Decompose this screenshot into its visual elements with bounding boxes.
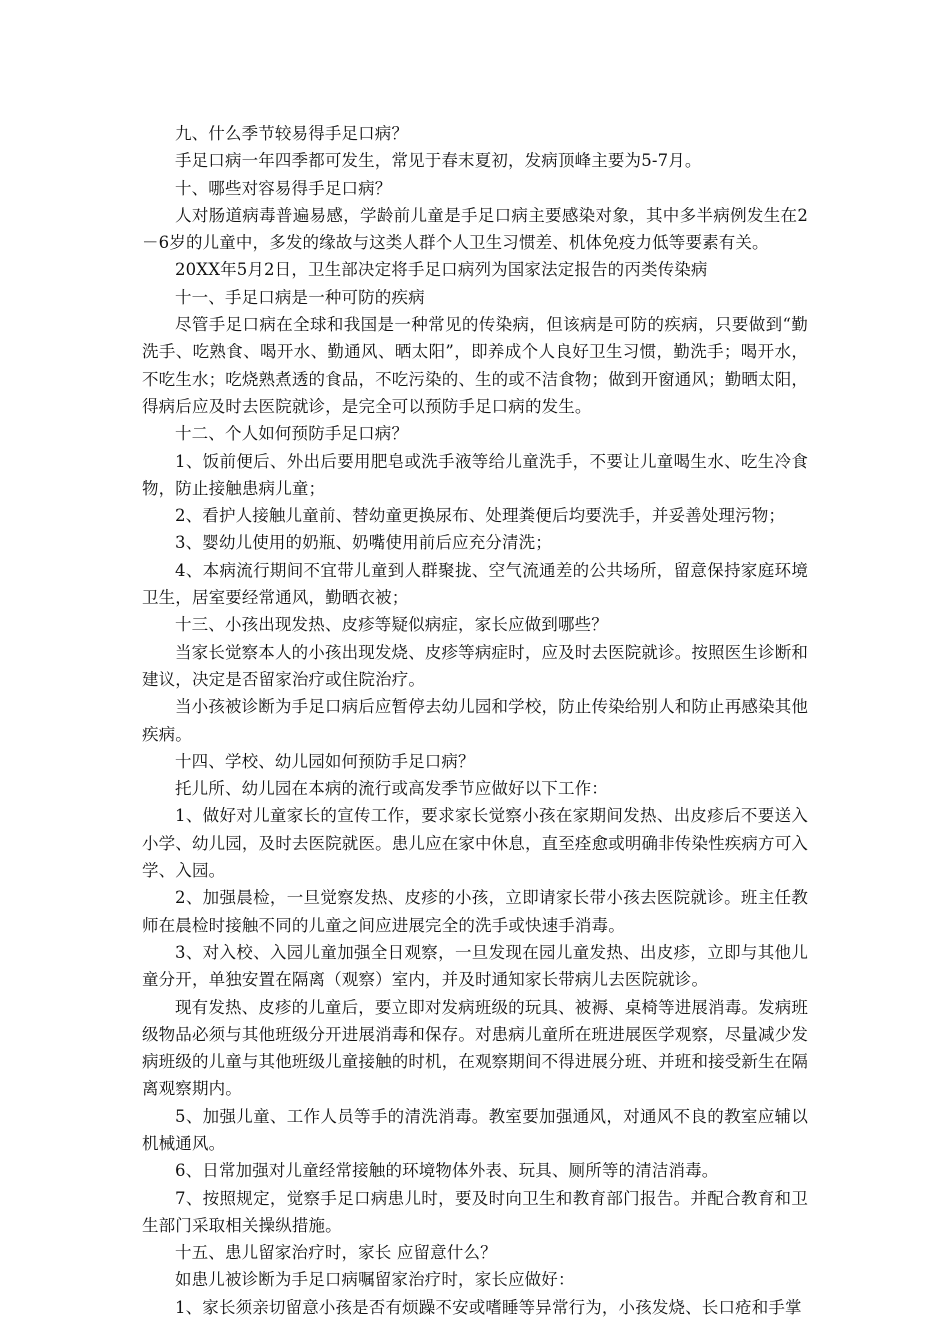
list-item: 3、对入校、入园儿童加强全日观察，一旦发现在园儿童发热、出皮疹，立即与其他儿童分开，单独安置在隔离（观察）室内，并及时通知家长带病儿去医院就诊。 bbox=[142, 942, 808, 990]
paragraph: 如患儿被诊断为手足口病嘱留家治疗时，家长应做好： bbox=[175, 1270, 575, 1290]
list-item: 2、看护人接触儿童前、替幼童更换尿布、处理粪便后均要洗手，并妥善处理污物； bbox=[175, 506, 786, 526]
paragraph: 现有发热、皮疹的儿童后，要立即对发病班级的玩具、被褥、桌椅等进展消毒。发病班级物品必须与其他班级分开进展消毒和保存。对患病儿童所在班进展医学观察，尽量减少发病班级的儿童与其他班级儿童接触的时机，在观察期间不得进展分班、并班和接受新生在隔离观察期内。 bbox=[142, 997, 808, 1099]
heading-10: 十、哪些对容易得手足口病？ bbox=[175, 178, 392, 198]
heading-14: 十四、学校、幼儿园如何预防手足口病？ bbox=[175, 751, 475, 771]
heading-12: 十二、个人如何预防手足口病？ bbox=[175, 424, 409, 444]
paragraph: 托儿所、幼儿园在本病的流行或高发季节应做好以下工作： bbox=[175, 779, 608, 799]
list-item: 4、本病流行期间不宜带儿童到人群聚拢、空气流通差的公共场所，留意保持家庭环境卫生，居室要经常通风，勤晒衣被； bbox=[142, 560, 808, 608]
list-item: 7、按照规定，觉察手足口病患儿时，要及时向卫生和教育部门报告。并配合教育和卫生部门采取相关操纵措施。 bbox=[142, 1188, 808, 1235]
list-item: 6、日常加强对儿童经常接触的环境物体外表、玩具、厕所等的清洁消毒。 bbox=[175, 1161, 719, 1181]
paragraph: 尽管手足口病在全球和我国是一种常见的传染病，但该病是可防的疾病，只要做到“勤洗手、吃熟食、喝开水、勤通风、晒太阳”，即养成个人良好卫生习惯，勤洗手；喝开水，不吃生水；吃烧熟煮透的食品，不吃污染的、生的或不洁食物；做到开窗通风；勤晒太阳，得病后应及时去医院就诊，是完全可以预防手足口病的发生。 bbox=[142, 315, 808, 416]
heading-15: 十五、患儿留家治疗时，家长 应留意什么？ bbox=[175, 1243, 497, 1263]
list-item: 5、加强儿童、工作人员等手的清洗消毒。教室要加强通风，对通风不良的教室应辅以机械通风。 bbox=[142, 1106, 808, 1153]
heading-11: 十一、手足口病是一种可防的疾病 bbox=[175, 287, 425, 307]
paragraph: 当家长觉察本人的小孩出现发烧、皮疹等病症时，应及时去医院就诊。按照医生诊断和建议，决定是否留家治疗或住院治疗。 bbox=[142, 642, 808, 689]
list-item: 1、家长须亲切留意小孩是否有烦躁不安或嗜睡等异常行为，小孩发烧、长口疮和手掌 bbox=[175, 1297, 802, 1317]
paragraph: 当小孩被诊断为手足口病后应暂停去幼儿园和学校，防止传染给别人和防止再感染其他疾病。 bbox=[142, 697, 808, 744]
document-page bbox=[142, 120, 808, 1321]
list-item: 1、饭前便后、外出后要用肥皂或洗手液等给儿童洗手，不要让儿童喝生水、吃生冷食物，防止接触患病儿童； bbox=[142, 451, 808, 498]
list-item: 1、做好对儿童家长的宣传工作，要求家长觉察小孩在家期间发热、出皮疹后不要送入小学、幼儿园，及时去医院就医。患儿应在家中休息，直至痊愈或明确非传染性疾病方可入学、入园。 bbox=[142, 806, 808, 881]
heading-13: 十三、小孩出现发热、皮疹等疑似病症，家长应做到哪些？ bbox=[175, 615, 608, 635]
list-item: 3、婴幼儿使用的奶瓶、奶嘴使用前后应充分清洗； bbox=[175, 533, 552, 553]
heading-9: 九、什么季节较易得手足口病？ bbox=[175, 124, 409, 143]
paragraph: 手足口病一年四季都可发生，常见于春末夏初，发病顶峰主要为5-7月。 bbox=[175, 151, 702, 171]
paragraph: 人对肠道病毒普遍易感，学龄前儿童是手足口病主要感染对象，其中多半病例发生在2－6岁的儿童中，多发的缘故与这类人群个人卫生习惯差、机体免疫力低等要素有关。 bbox=[142, 205, 808, 253]
paragraph: 20XX年5月2日，卫生部决定将手足口病列为国家法定报告的丙类传染病 bbox=[175, 260, 708, 280]
list-item: 2、加强晨检，一旦觉察发热、皮疹的小孩，立即请家长带小孩去医院就诊。班主任教师在晨检时接触不同的儿童之间应进展完全的洗手或快速手消毒。 bbox=[142, 888, 808, 935]
